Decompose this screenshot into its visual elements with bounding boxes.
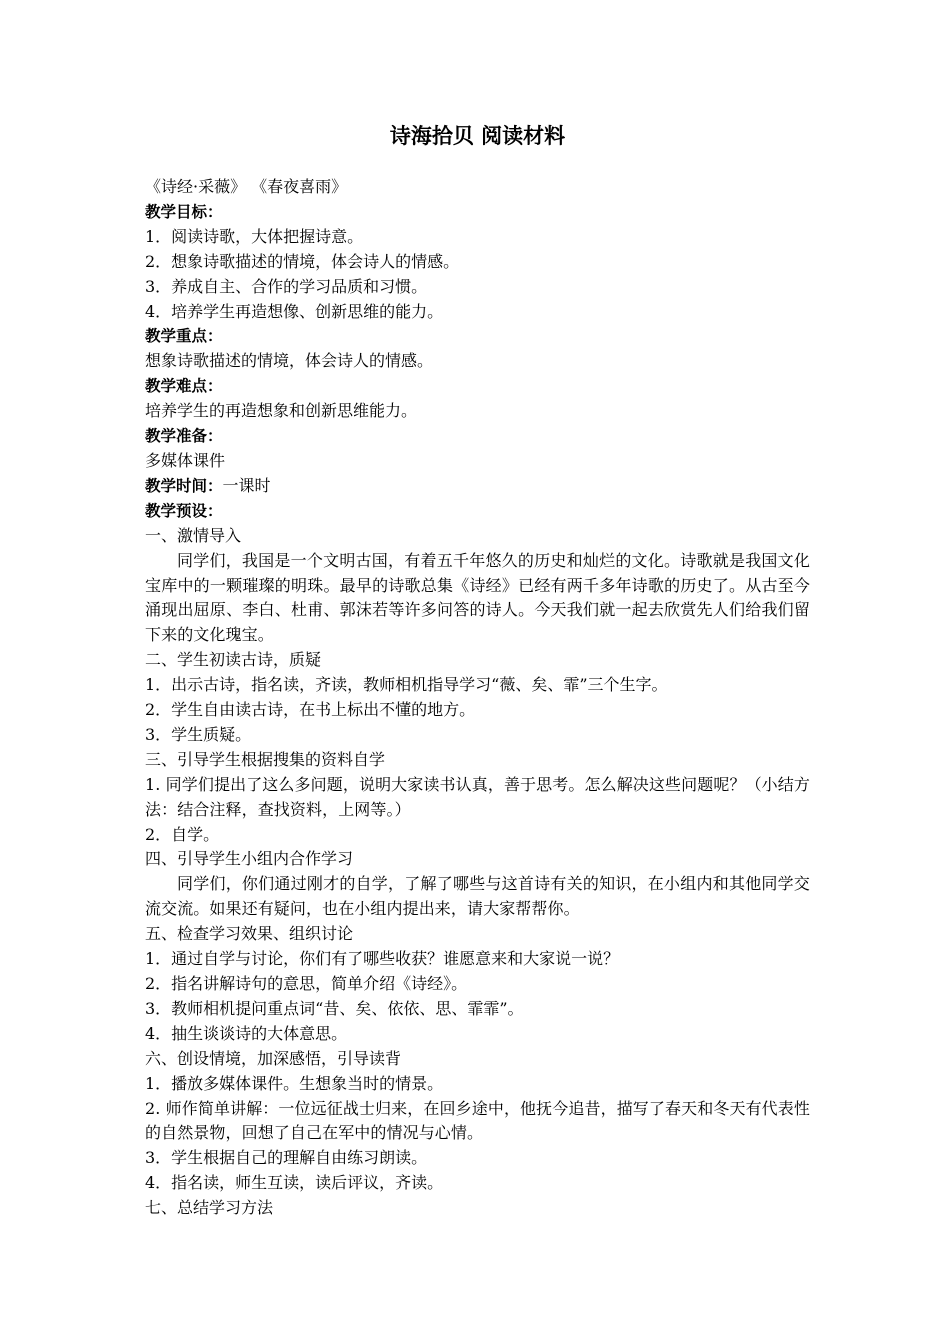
list-item: 2．自学。 <box>145 824 220 844</box>
time-value: 一课时 <box>222 475 271 495</box>
list-item: 2. 师作简单讲解：一位远征战士归来，在回乡途中，他抚今追昔，描写了春天和冬天有代表性的自然景物，回想了自己在军中的情况与心情。 <box>145 1098 810 1143</box>
focus-heading: 教学重点： <box>145 327 223 346</box>
list-item: 2．指名讲解诗句的意思，简单介绍《诗经》。 <box>145 974 468 993</box>
section-paragraph: 同学们，你们通过刚才的自学，了解了哪些与这首诗有关的知识，在小组内和其他同学交流交流。如果还有疑问，也在小组内提出来，请大家帮帮你。 <box>145 874 810 919</box>
time-heading: 教学时间： <box>145 476 223 495</box>
section-paragraph: 同学们，我国是一个文明古国，有着五千年悠久的历史和灿烂的文化。诗歌就是我国文化宝库中的一颗璀璨的明珠。最早的诗歌总集《诗经》已经有两千多年诗歌的历史了。从古至今涌现出屈原、李白、杜甫、郭沫若等许多问答的诗人。今天我们就一起去欣赏先人们给我们留下来的文化瑰宝。 <box>145 550 810 645</box>
document-page <box>145 118 810 1221</box>
section-title: 五、检查学习效果、组织讨论 <box>145 924 354 944</box>
list-item: 2．学生自由读古诗，在书上标出不懂的地方。 <box>145 700 476 720</box>
list-item: 3．学生根据自己的理解自由练习朗读。 <box>145 1148 428 1168</box>
section-title: 三、引导学生根据搜集的资料自学 <box>145 749 386 769</box>
focus-text: 想象诗歌描述的情境，体会诗人的情感。 <box>145 351 434 371</box>
list-item: 1．出示古诗，指名读，齐读，教师相机指导学习“薇、矣、霏”三个生字。 <box>145 675 668 695</box>
document-title: 诗海拾贝 阅读材料 <box>389 124 566 148</box>
list-item: 4．指名读，师生互读，读后评议，齐读。 <box>145 1173 444 1193</box>
goal-item: 1．阅读诗歌，大体把握诗意。 <box>145 226 364 246</box>
list-item: 1．播放多媒体课件。生想象当时的情景。 <box>145 1073 444 1093</box>
plan-heading: 教学预设： <box>145 501 223 520</box>
difficulty-text: 培养学生的再造想象和创新思维能力。 <box>145 401 418 421</box>
list-item: 3．学生质疑。 <box>145 724 252 744</box>
section-title: 一、激情导入 <box>145 525 242 545</box>
list-item: 3．教师相机提问重点词“昔、矣、依依、思、霏霏”。 <box>145 998 524 1018</box>
poem-subtitle: 《诗经·采薇》 《春夜喜雨》 <box>145 177 348 196</box>
section-title: 七、总结学习方法 <box>145 1198 274 1218</box>
section-title: 二、学生初读古诗，质疑 <box>145 650 322 670</box>
section-title: 四、引导学生小组内合作学习 <box>145 849 354 869</box>
goal-item: 2．想象诗歌描述的情境，体会诗人的情感。 <box>145 251 460 271</box>
prep-text: 多媒体课件 <box>145 450 226 470</box>
list-item: 4．抽生谈谈诗的大体意思。 <box>145 1023 348 1043</box>
goals-heading: 教学目标： <box>145 202 223 221</box>
list-item: 1．通过自学与讨论，你们有了哪些收获？谁愿意来和大家说一说？ <box>145 949 620 969</box>
list-item: 1. 同学们提出了这么多问题，说明大家读书认真，善于思考。怎么解决这些问题呢？（小结方法：结合注释，查找资料，上网等。） <box>145 774 810 819</box>
goal-item: 3．养成自主、合作的学习品质和习惯。 <box>145 276 428 296</box>
time-line <box>145 474 810 499</box>
section-title: 六、创设情境，加深感悟，引导读背 <box>145 1048 402 1068</box>
goal-item: 4．培养学生再造想像、创新思维的能力。 <box>145 301 444 321</box>
prep-heading: 教学准备： <box>145 427 223 446</box>
difficulty-heading: 教学难点： <box>145 377 223 396</box>
